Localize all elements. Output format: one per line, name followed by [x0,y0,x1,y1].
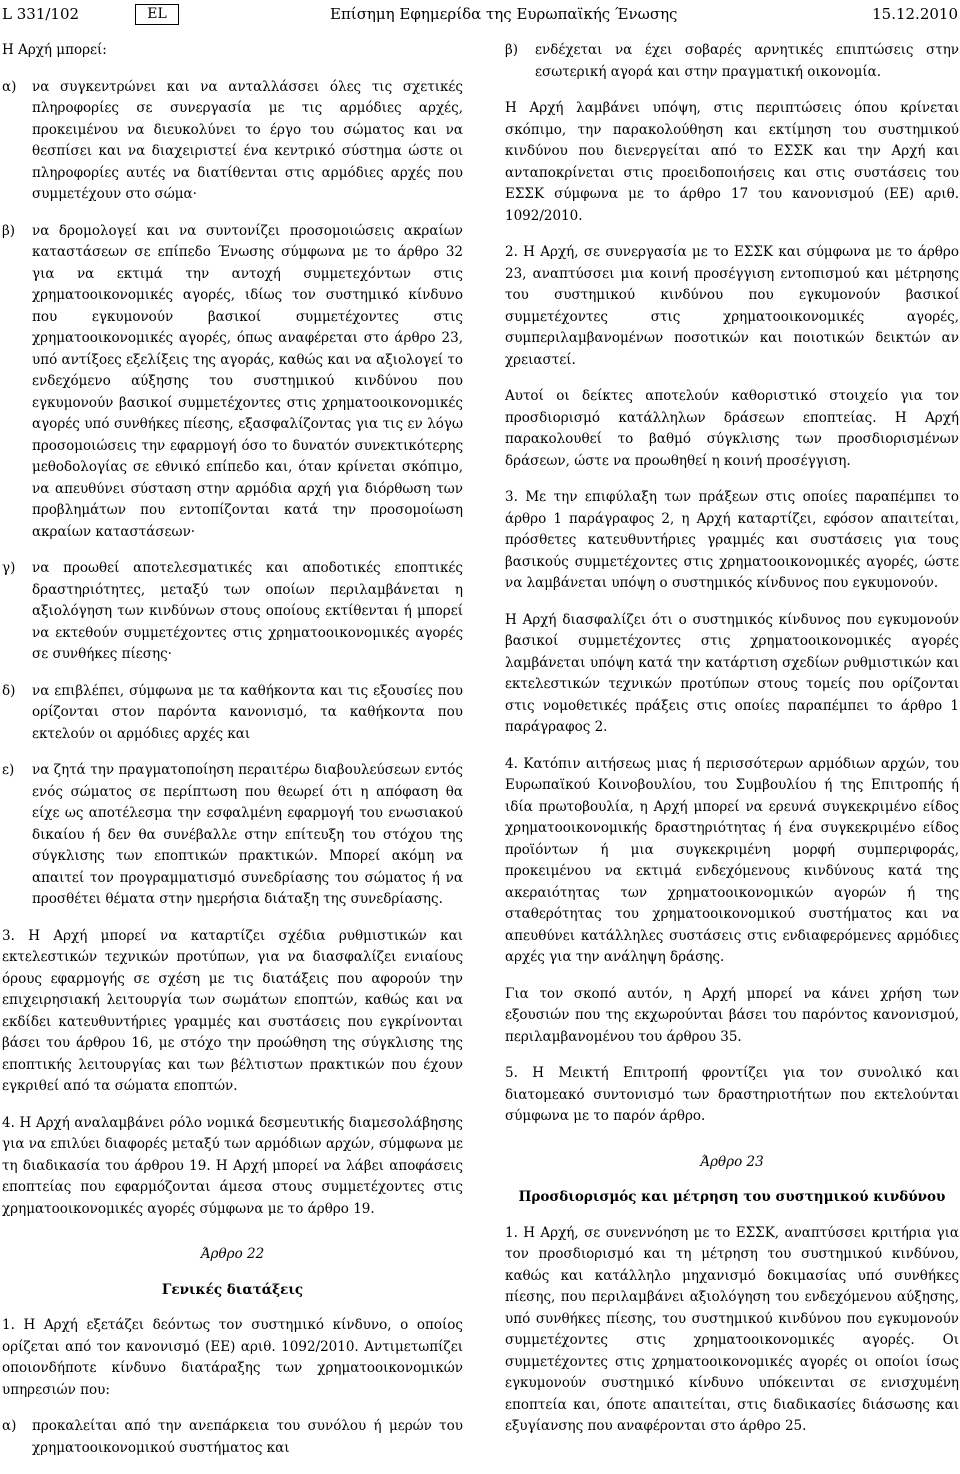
article-22-number: Άρθρο 22 [200,1246,265,1262]
item-text: να προωθεί αποτελεσματικές και αποδοτικές εποπτικές δραστηριότητες, μεταξύ των οποίων περιλαμβάνεται η αξιολόγηση των κινδύνων στους οποίους εκτίθενται ή μπορεί να εκτεθούν συμμετέχοντες στις χρηματοοικονομικές αγορές σε συνθήκες πίεσης· [32,560,463,662]
language-badge: EL [135,4,179,25]
list-item [505,40,959,83]
article-22-title: Γενικές διατάξεις [161,1281,304,1298]
intro-text: Η Αρχή μπορεί: [2,42,107,58]
list-item [2,77,463,206]
list-item [2,558,463,666]
list-item [2,1416,463,1459]
list-item [2,760,463,911]
left-column [2,40,463,1474]
list-item [2,681,463,746]
article-22-paragraph-1: 1. Η Αρχή εξετάζει δεόντως τον συστημικό κίνδυνο, ο οποίος ορίζεται από τον κανονισμό (ΕΕ) αριθ. 1092/2010. Αντιμετωπίζει οποιονδήποτε κίνδυνο διατάραξης των χρηματοοικονομικών υπηρεσιών που: [2,1317,463,1398]
paragraph: 4. Κατόπιν αιτήσεως μιας ή περισσότερων αρμόδιων αρχών, του Ευρωπαϊκού Κοινοβουλίου, του Συμβουλίου ή της Επιτροπής ή ιδία πρωτοβουλία, η Αρχή μπορεί να ερευνά συγκεκριμένο είδος χρηματοοικονομικής δραστηριότητας ή ένα συγκεκριμένο είδος προϊόντων ή μια συγκεκριμένη μορφή συμπεριφοράς, προκειμένου να εκτιμά ενδεχόμενους κινδύνους κατά της ακεραιότητας των χρηματοοικονομικών αγορών ή της σταθερότητας του χρηματοοικονομικού συστήματος και να απευθύνει κατάλληλες συστάσεις στις ενδιαφερόμενες αρμόδιες αρχές για την ανάληψη δράσης. [505,755,959,965]
journal-title: Επίσημη Εφημερίδα της Ευρωπαϊκής Ένωσης [330,5,678,23]
item-label: α) [2,78,17,95]
paragraph: Η Αρχή λαμβάνει υπόψη, στις περιπτώσεις όπου κρίνεται σκόπιμο, την παρακολούθηση και εκτίμηση του συστημικού κινδύνου που διενεργείται από το ΕΣΣΚ και την Αρχή και ανταποκρίνεται στις προειδοποιήσεις και στις συστάσεις του ΕΣΣΚ σύμφωνα με το άρθρο 17 του κανονισμού (ΕΕ) αριθ. 1092/2010. [505,100,959,224]
paragraph-3: 3. Η Αρχή μπορεί να καταρτίζει σχέδια ρυθμιστικών και εκτελεστικών τεχνικών προτύπων, για να διασφαλίζει ενιαίους όρους εφαρμογής σε σχέση με τις διατάξεις που αφορούν την επιχειρησιακή λειτουργία των σωμάτων εποπτών, καθώς και να εκδίδει κατευθυντήριες γραμμές και συστάσεις που εγκρίνονται βάσει του άρθρου 16, με στόχο την προώθηση της σύγκλισης της εποπτικής λειτουργίας και των βέλτιστων πρακτικών που έχουν εγκριθεί από τα σώματα εποπτών. [2,927,463,1094]
page-header [0,0,960,30]
article-23-paragraph-1: 1. Η Αρχή, σε συνεννόηση με το ΕΣΣΚ, αναπτύσσει κριτήρια για τον προσδιορισμό και τη μέτρηση του συστημικού κινδύνου, καθώς και κατάλληλο μηχανισμό δοκιμασίας υπό συνθήκες πίεσης, που περιλαμβάνει αξιολόγηση του ενδεχόμενου αύξησης, υπό συνθήκες πίεσης, του συστημικού κινδύνου που εγκυμονούν συμμετέχοντες στις χρηματοοικονομικές αγορές. Οι συμμετέχοντες στις χρηματοοικονομικές αγορές οι οποίοι ίσως εγκυμονούν συστημικό κίνδυνο υπόκεινται σε ενισχυμένη εποπτεία και, όποτε απαιτείται, στις διαδικασίες διάσωσης και εξυγίανσης που αναφέρονται στο άρθρο 25. [505,1224,959,1434]
item-text: να συγκεντρώνει και να ανταλλάσσει όλες τις σχετικές πληροφορίες σε συνεργασία με τις αρμόδιες αρχές, προκειμένου να διευκολύνει το έργο του σώματος και να θεσπίσει και να διαχειριστεί ένα κεντρικό σύστημα ώστε οι πληροφορίες αυτές να διατίθενται στις αρμόδιες αρχές που συμμετέχουν στο σώμα· [32,78,463,202]
item-label: ε) [2,762,15,778]
list-item [2,221,463,544]
paragraph: 5. Η Μεικτή Επιτροπή φροντίζει για τον συνολικό και διατομεακό συντονισμό των δραστηριοτήτων που εκτελούνται σύμφωνα με το παρόν άρθρο. [505,1065,959,1124]
article-23-number: Άρθρο 23 [700,1153,764,1170]
item-text: να δρομολογεί και να συντονίζει προσομοιώσεις ακραίων καταστάσεων σε επίπεδο Ένωσης σύμφωνα με το άρθρο 32 για να εκτιμά την αντοχή συμμετεχόντων στις χρηματοοικονομικές αγορές, ιδίως τον συστημικό κίνδυνο που εγκυμονούν βασικοί συμμετέχοντες στις χρηματοοικονομικές αγορές, όπως αναφέρεται στο άρθρο 23, υπό αντίξοες εξελίξεις της αγοράς, καθώς και να αξιολογεί το ενδεχόμενο αύξησης του συστημικού κινδύνου που εγκυμονούν βασικοί συμμετέχοντες στις χρηματοοικονομικές αγορές υπό συνθήκες πίεσης, εξασφαλίζοντας για τις εν λόγω προσομοιώσεις την εφαρμογή όσο το δυνατόν συνεκτικότερης μεθοδολογίας σε εθνικό επίπεδο και, όταν κρίνεται σκόπιμο, να απευθύνει σύσταση στην αρμόδια αρχή για διόρθωση των προβλημάτων που εντοπίζονται κατά την προσομοίωση ακραίων καταστάσεων· [32,222,463,540]
item-label: β) [2,222,16,239]
paragraph: Η Αρχή διασφαλίζει ότι ο συστημικός κίνδυνος που εγκυμονούν βασικοί συμμετέχοντες στις χρηματοοικονομικές αγορές λαμβάνεται υπόψη κατά την κατάρτιση σχεδίων ρυθμιστικών και εκτελεστικών τεχνικών προτύπων στους τομείς που ορίζονται στις νομοθετικές πράξεις στις οποίες παραπέμπει το άρθρο 1 παράγραφος 2. [505,611,959,735]
paragraph: 3. Με την επιφύλαξη των πράξεων στις οποίες παραπέμπει το άρθρο 1 παράγραφος 2, η Αρχή καταρτίζει, εφόσον απαιτείται, πρόσθετες κατευθυντήριες γραμμές και συστάσεις για τους βασικούς συμμετέχοντες στις χρηματοοικονομικές αγορές, ώστε να λαμβάνεται υπόψη ο συστημικός κίνδυνος που εγκυμονούν. [505,489,959,591]
paragraph: 2. Η Αρχή, σε συνεργασία με το ΕΣΣΚ και σύμφωνα με το άρθρο 23, αναπτύσσει μια κοινή προσέγγιση εντοπισμού και μέτρησης του συστημικού κινδύνου που εγκυμονούν βασικοί συμμετέχοντες στις χρηματοοικονομικές αγορές, συμπεριλαμβανομένων ποσοτικών και ποιοτικών δεικτών αν χρειαστεί. [505,244,959,368]
item-label: β) [505,42,519,58]
item-text: να επιβλέπει, σύμφωνα με τα καθήκοντα και τις εξουσίες που ορίζονται στον παρόντα κανονισμό, τα καθήκοντα που εκτελούν οι αρμόδιες αρχές και [32,682,463,742]
page-reference: L 331/102 [2,5,80,23]
paragraph-4: 4. Η Αρχή αναλαμβάνει ρόλο νομικά δεσμευτικής διαμεσολάβησης για να επιλύει διαφορές μεταξύ των αρμόδιων αρχών, σύμφωνα με τη διαδικασία του άρθρου 19. Η Αρχή μπορεί να λάβει αποφάσεις εποπτείας που εφαρμόζονται άμεσα στους συμμετέχοντες στις χρηματοοικονομικές αγορές σύμφωνα με το άρθρο 19. [2,1114,463,1217]
paragraph: Αυτοί οι δείκτες αποτελούν καθοριστικό στοιχείο για τον προσδιορισμό κατάλληλων δράσεων εποπτείας. Η Αρχή παρακολουθεί το βαθμό σύγκλισης των προσδιορισμένων δράσεων, ώστε να προωθηθεί η κοινή προσέγγιση. [505,388,959,469]
item-text: να ζητά την πραγματοποίηση περαιτέρω διαβουλεύσεων εντός ενός σώματος σε περίπτωση που θεωρεί ότι η απόφαση θα είχε ως αποτέλεσμα την εσφαλμένη εφαρμογή του ενωσιακού δικαίου ή δεν θα συνέβαλλε στην επίτευξη του στόχου της σύγκλισης των εποπτικών πρακτικών. Μπορεί ακόμη να απαιτεί τον προγραμματισμό συνεδρίασης του σώματος ή να προσθέτει θέματα στην ημερήσια διάταξη της συνεδρίασης. [32,762,463,907]
right-column [505,40,959,1453]
publication-date: 15.12.2010 [872,5,958,23]
item-text: ενδέχεται να έχει σοβαρές αρνητικές επιπτώσεις στην εσωτερική αγορά και στην πραγματική οικονομία. [535,42,959,80]
item-text: προκαλείται από την ανεπάρκεια του συνόλου ή μερών του χρηματοοικονομικού συστήματος και [32,1418,463,1456]
item-label: γ) [2,560,16,576]
article-23-title: Προσδιορισμός και μέτρηση του συστημικού κινδύνου [518,1189,946,1205]
item-label: α) [2,1418,17,1434]
item-label: δ) [2,682,16,699]
paragraph: Για τον σκοπό αυτόν, η Αρχή μπορεί να κάνει χρήση των εξουσιών που της εκχωρούνται βάσει του παρόντος κανονισμού, περιλαμβανομένου του άρθρου 35. [505,985,959,1045]
